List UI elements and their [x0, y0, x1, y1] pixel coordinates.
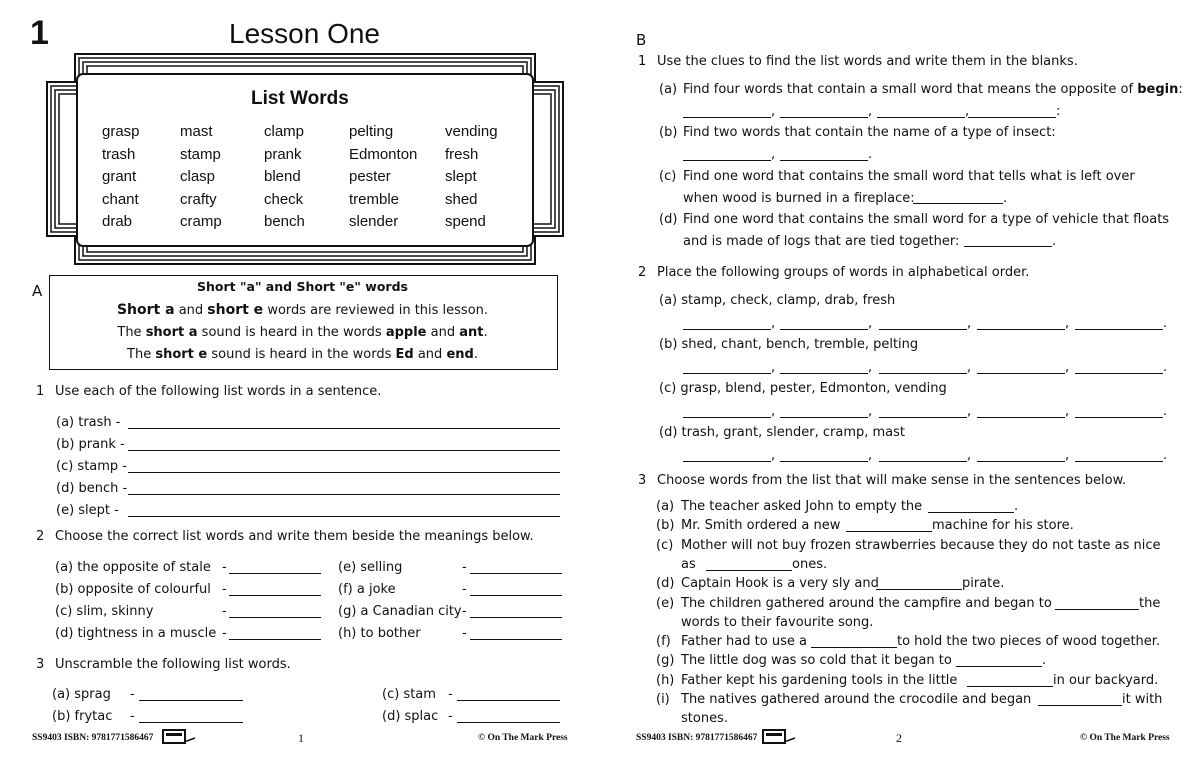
- sentence-tail: ones.: [792, 556, 828, 572]
- answer-blank[interactable]: [964, 246, 1052, 247]
- info-l3-g: .: [473, 347, 478, 362]
- meaning-label: (f) a joke: [338, 582, 396, 597]
- unscramble-label: (a) sprag: [52, 687, 111, 702]
- sentence-tail: to hold the two pieces of wood together.: [897, 634, 1161, 650]
- answer-blank[interactable]: [977, 417, 1065, 418]
- list-word: grasp: [102, 123, 140, 140]
- sentence-letter: (g): [656, 653, 675, 669]
- right-q1d-text: Find one word that contains the small word for a type of vehicle that floats: [683, 212, 1170, 227]
- sentence-text: Father kept his gardening tools in the little: [681, 672, 958, 688]
- right-footer-page: 2: [896, 731, 902, 745]
- info-l1-a: Short a: [116, 302, 175, 318]
- answer-blank[interactable]: [683, 117, 771, 118]
- info-l2-g: .: [483, 325, 488, 340]
- list-word: vending: [445, 123, 498, 140]
- sentence-answer-line[interactable]: [128, 472, 560, 473]
- sentence-item-label: (b) prank -: [56, 437, 125, 452]
- comma: ,: [1065, 448, 1070, 463]
- info-line-2: [49, 325, 556, 340]
- sentence-answer-line[interactable]: [128, 494, 560, 495]
- answer-blank[interactable]: [780, 160, 868, 161]
- answer-blank[interactable]: [780, 117, 868, 118]
- period: .: [868, 147, 873, 162]
- list-word: chant: [102, 190, 139, 208]
- dash: -: [222, 582, 227, 597]
- right-q1d-label: (d): [659, 212, 678, 227]
- left-q3-number: 3: [36, 657, 45, 672]
- right-footer-publisher: © On The Mark Press: [1080, 733, 1170, 743]
- answer-blank[interactable]: [1075, 329, 1163, 330]
- list-word: bench: [264, 213, 305, 230]
- fill-in-blank[interactable]: [706, 570, 792, 571]
- right-q1d-text2: and is made of logs that are tied together:: [683, 234, 960, 249]
- alphabetical-group: (a) stamp, check, clamp, drab, fresh: [659, 293, 896, 308]
- answer-blank[interactable]: [780, 461, 868, 462]
- list-word: shed: [445, 190, 478, 208]
- list-word: prank: [264, 145, 302, 163]
- meaning-answer-line[interactable]: [229, 573, 321, 574]
- list-word: slept: [445, 168, 477, 185]
- info-l2-d: apple: [385, 325, 427, 340]
- info-l1-c: short e: [207, 302, 264, 318]
- comma: ,: [868, 404, 873, 419]
- list-word: blend: [264, 168, 301, 185]
- period: .: [1163, 360, 1168, 375]
- list-word: pester: [349, 168, 391, 185]
- period: .: [1163, 448, 1168, 463]
- list-word: pelting: [349, 123, 394, 140]
- dash: -: [222, 604, 227, 619]
- info-l2-f: ant: [459, 325, 484, 340]
- comma: ,: [868, 448, 873, 463]
- dash: -: [130, 709, 135, 724]
- info-l3-a: The: [127, 347, 156, 362]
- answer-blank[interactable]: [683, 373, 771, 374]
- list-word: crafty: [180, 190, 217, 208]
- dash: -: [222, 626, 227, 641]
- sentence-tail: the: [1139, 595, 1161, 611]
- sentence-item-label: (e) slept -: [56, 503, 119, 518]
- right-q1a-end: :: [1178, 82, 1183, 97]
- sentence-letter: (h): [656, 672, 675, 688]
- list-word: check: [264, 190, 304, 208]
- info-l3-f: end: [446, 347, 474, 362]
- info-l3-e: and: [413, 347, 447, 362]
- sentence-letter: (b): [656, 518, 675, 534]
- comma: ,: [967, 316, 972, 331]
- unscramble-answer-line[interactable]: [457, 700, 560, 701]
- answer-blank[interactable]: [683, 329, 771, 330]
- list-word: slender: [349, 213, 399, 230]
- info-l2-c: sound is heard in the words: [197, 325, 386, 340]
- right-q1a-label: (a): [659, 82, 678, 97]
- info-l3-b: short e: [155, 347, 208, 362]
- meaning-answer-line[interactable]: [470, 617, 562, 618]
- list-word: clasp: [180, 168, 216, 185]
- info-l3-d: Ed: [395, 347, 414, 362]
- sentence-tail: machine for his store.: [932, 518, 1074, 534]
- alphabetical-group: (d) trash, grant, slender, cramp, mast: [659, 425, 905, 440]
- list-word: Edmonton: [349, 145, 418, 163]
- list-words-heading: List Words: [251, 88, 349, 109]
- sentence-text: Captain Hook is a very sly and: [681, 576, 879, 592]
- right-q2-text: Place the following groups of words in alphabetical order.: [657, 265, 1030, 280]
- meaning-answer-line[interactable]: [470, 595, 562, 596]
- comma: ,: [771, 360, 776, 375]
- answer-blank[interactable]: [977, 329, 1065, 330]
- fill-in-blank[interactable]: [846, 531, 932, 532]
- info-l2-a: The: [117, 325, 146, 340]
- meaning-answer-line[interactable]: [470, 573, 562, 574]
- dash: -: [448, 687, 453, 702]
- dash: -: [462, 560, 467, 575]
- sentence-text: stones.: [681, 711, 728, 727]
- right-footer-code: SS9403 ISBN: 9781771586467: [636, 733, 758, 743]
- sentence-letter: (d): [656, 576, 675, 592]
- sentence-text: The children gathered around the campfire and began to: [681, 595, 1052, 611]
- period: .: [1163, 404, 1168, 419]
- sentence-tail: .: [1014, 499, 1019, 514]
- fill-in-blank[interactable]: [956, 666, 1042, 667]
- answer-blank[interactable]: [879, 461, 967, 462]
- sentence-letter: (i): [656, 692, 670, 707]
- alphabetical-group: (b) shed, chant, bench, tremble, pelting: [659, 337, 919, 352]
- sentence-tail: in our backyard.: [1053, 672, 1159, 688]
- section-b-letter: B: [636, 31, 647, 49]
- comma: ,: [965, 104, 970, 119]
- sentence-text: The natives gathered around the crocodile and began: [681, 692, 1032, 707]
- section-a-letter: A: [32, 282, 43, 300]
- publisher-logo-icon: [162, 728, 196, 746]
- meaning-label: (d) tightness in a muscle: [55, 626, 217, 641]
- sentence-letter: (a): [656, 499, 675, 514]
- comma: ,: [967, 448, 972, 463]
- left-q2-text: Choose the correct list words and write them beside the meanings below.: [55, 529, 534, 544]
- meaning-label: (e) selling: [338, 560, 403, 575]
- sentence-answer-line[interactable]: [128, 516, 560, 517]
- fill-in-blank[interactable]: [811, 647, 897, 648]
- sentence-tail: .: [1042, 653, 1047, 669]
- right-q1c-text: Find one word that contains the small word that tells what is left over: [683, 169, 1135, 184]
- list-word: grant: [102, 168, 137, 185]
- answer-blank[interactable]: [1075, 417, 1163, 418]
- sentence-letter: (f): [656, 634, 671, 650]
- meaning-answer-line[interactable]: [470, 639, 562, 640]
- comma: ,: [771, 147, 776, 162]
- unscramble-answer-line[interactable]: [139, 700, 243, 701]
- comma: ,: [868, 104, 873, 119]
- sentence-letter: (c): [656, 537, 674, 553]
- unscramble-answer-line[interactable]: [457, 722, 560, 723]
- answer-blank[interactable]: [913, 203, 1003, 204]
- comma: ,: [1065, 404, 1070, 419]
- period: :: [1056, 104, 1061, 119]
- right-q3-number: 3: [638, 473, 647, 488]
- right-q1c-label: (c): [659, 169, 677, 184]
- comma: ,: [771, 104, 776, 119]
- right-q1-text: Use the clues to find the list words and write them in the blanks.: [657, 54, 1078, 69]
- fill-in-blank[interactable]: [1055, 609, 1139, 610]
- left-footer-publisher: © On The Mark Press: [478, 733, 568, 743]
- page-number-badge: 1: [30, 14, 49, 52]
- answer-blank[interactable]: [1075, 373, 1163, 374]
- comma: ,: [868, 316, 873, 331]
- answer-blank[interactable]: [977, 373, 1065, 374]
- list-word: stamp: [180, 145, 221, 163]
- answer-blank[interactable]: [683, 461, 771, 462]
- answer-blank[interactable]: [683, 160, 771, 161]
- comma: ,: [771, 316, 776, 331]
- unscramble-label: (c) stam: [382, 687, 436, 702]
- sentence-text: Mr. Smith ordered a new: [681, 518, 841, 534]
- right-q1a-main: Find four words that contain a small word that means the opposite of: [683, 82, 1138, 97]
- sentence-text: Father had to use a: [681, 634, 807, 650]
- unscramble-answer-line[interactable]: [139, 722, 243, 723]
- period: .: [1003, 191, 1008, 206]
- sentence-tail: pirate.: [962, 576, 1005, 592]
- left-q1-number: 1: [36, 384, 45, 399]
- info-line-3: [49, 347, 556, 362]
- meaning-answer-line[interactable]: [229, 617, 321, 618]
- sentence-text: as: [681, 556, 696, 572]
- left-footer-code: SS9403 ISBN: 9781771586467: [32, 733, 154, 743]
- list-word: fresh: [445, 145, 479, 163]
- right-q2-number: 2: [638, 265, 647, 280]
- right-q3-text: Choose words from the list that will make sense in the sentences below.: [657, 473, 1127, 488]
- comma: ,: [771, 448, 776, 463]
- info-line-1: [49, 302, 556, 318]
- right-q1-number: 1: [638, 54, 647, 69]
- meaning-label: (g) a Canadian city: [338, 604, 462, 619]
- meaning-label: (a) the opposite of stale: [55, 560, 211, 575]
- right-q1a-text: [683, 82, 1183, 97]
- comma: ,: [967, 404, 972, 419]
- info-l1-d: words are reviewed in this lesson.: [263, 303, 489, 318]
- list-word: tremble: [349, 190, 400, 208]
- answer-blank[interactable]: [780, 417, 868, 418]
- dash: -: [462, 626, 467, 641]
- answer-blank[interactable]: [879, 417, 967, 418]
- sentence-answer-line[interactable]: [128, 450, 560, 451]
- info-l2-b: short a: [145, 325, 198, 340]
- comma: ,: [868, 360, 873, 375]
- publisher-logo-icon: [762, 728, 796, 746]
- fill-in-blank[interactable]: [876, 589, 962, 590]
- answer-blank[interactable]: [683, 417, 771, 418]
- sentence-letter: (e): [656, 595, 675, 611]
- list-word: mast: [180, 123, 213, 140]
- left-q1-text: Use each of the following list words in a sentence.: [55, 384, 382, 399]
- dash: -: [448, 709, 453, 724]
- unscramble-label: (d) splac: [382, 709, 439, 724]
- info-l1-b: and: [174, 303, 208, 318]
- dash: -: [462, 604, 467, 619]
- list-word: spend: [445, 213, 486, 230]
- meaning-label: (c) slim, skinny: [55, 604, 154, 619]
- comma: ,: [1065, 316, 1070, 331]
- comma: ,: [967, 360, 972, 375]
- meaning-label: (h) to bother: [338, 626, 421, 641]
- sentence-item-label: (d) bench -: [56, 481, 128, 496]
- dash: -: [222, 560, 227, 575]
- fill-in-blank[interactable]: [1038, 705, 1122, 706]
- list-word: clamp: [264, 123, 305, 140]
- list-word: drab: [102, 213, 133, 230]
- fill-in-blank[interactable]: [967, 686, 1053, 687]
- sentence-tail: it with: [1122, 692, 1163, 707]
- right-q1a-bold: begin: [1137, 82, 1179, 97]
- answer-blank[interactable]: [879, 373, 967, 374]
- answer-blank[interactable]: [780, 329, 868, 330]
- period: .: [1052, 234, 1057, 249]
- answer-blank[interactable]: [879, 329, 967, 330]
- fill-in-blank[interactable]: [928, 512, 1014, 513]
- left-footer-page: 1: [298, 731, 304, 745]
- unscramble-label: (b) frytac: [52, 709, 113, 724]
- meaning-label: (b) opposite of colourful: [55, 582, 211, 597]
- alphabetical-group: (c) grasp, blend, pester, Edmonton, vending: [659, 381, 947, 396]
- sentence-text: Mother will not buy frozen strawberries because they do not taste as nice: [681, 537, 1161, 553]
- meaning-answer-line[interactable]: [229, 595, 321, 596]
- answer-blank[interactable]: [968, 117, 1056, 118]
- sentence-answer-line[interactable]: [128, 428, 560, 429]
- sentence-item-label: (a) trash -: [56, 415, 121, 430]
- meaning-answer-line[interactable]: [229, 639, 321, 640]
- sentence-text: words to their favourite song.: [681, 614, 874, 630]
- right-q1b-label: (b): [659, 125, 678, 140]
- answer-blank[interactable]: [1075, 461, 1163, 462]
- comma: ,: [771, 404, 776, 419]
- sentence-text: The teacher asked John to empty the: [681, 499, 923, 514]
- left-q2-number: 2: [36, 529, 45, 544]
- page-title: Lesson One: [229, 18, 380, 49]
- right-q1c-text2: when wood is burned in a fireplace:: [683, 191, 915, 206]
- answer-blank[interactable]: [977, 461, 1065, 462]
- right-q1b-text: Find two words that contain the name of a type of insect:: [683, 125, 1056, 140]
- info-l2-e: and: [426, 325, 460, 340]
- info-box-title: Short "a" and Short "e" words: [197, 279, 408, 294]
- sentence-text: The little dog was so cold that it began to: [681, 653, 952, 669]
- sentence-item-label: (c) stamp -: [56, 459, 127, 474]
- dash: -: [462, 582, 467, 597]
- answer-blank[interactable]: [877, 117, 965, 118]
- dash: -: [130, 687, 135, 702]
- period: .: [1163, 316, 1168, 331]
- list-word: trash: [102, 145, 136, 163]
- info-l3-c: sound is heard in the words: [207, 347, 396, 362]
- comma: ,: [1065, 360, 1070, 375]
- left-q3-text: Unscramble the following list words.: [55, 657, 291, 672]
- answer-blank[interactable]: [780, 373, 868, 374]
- list-word: cramp: [180, 213, 222, 230]
